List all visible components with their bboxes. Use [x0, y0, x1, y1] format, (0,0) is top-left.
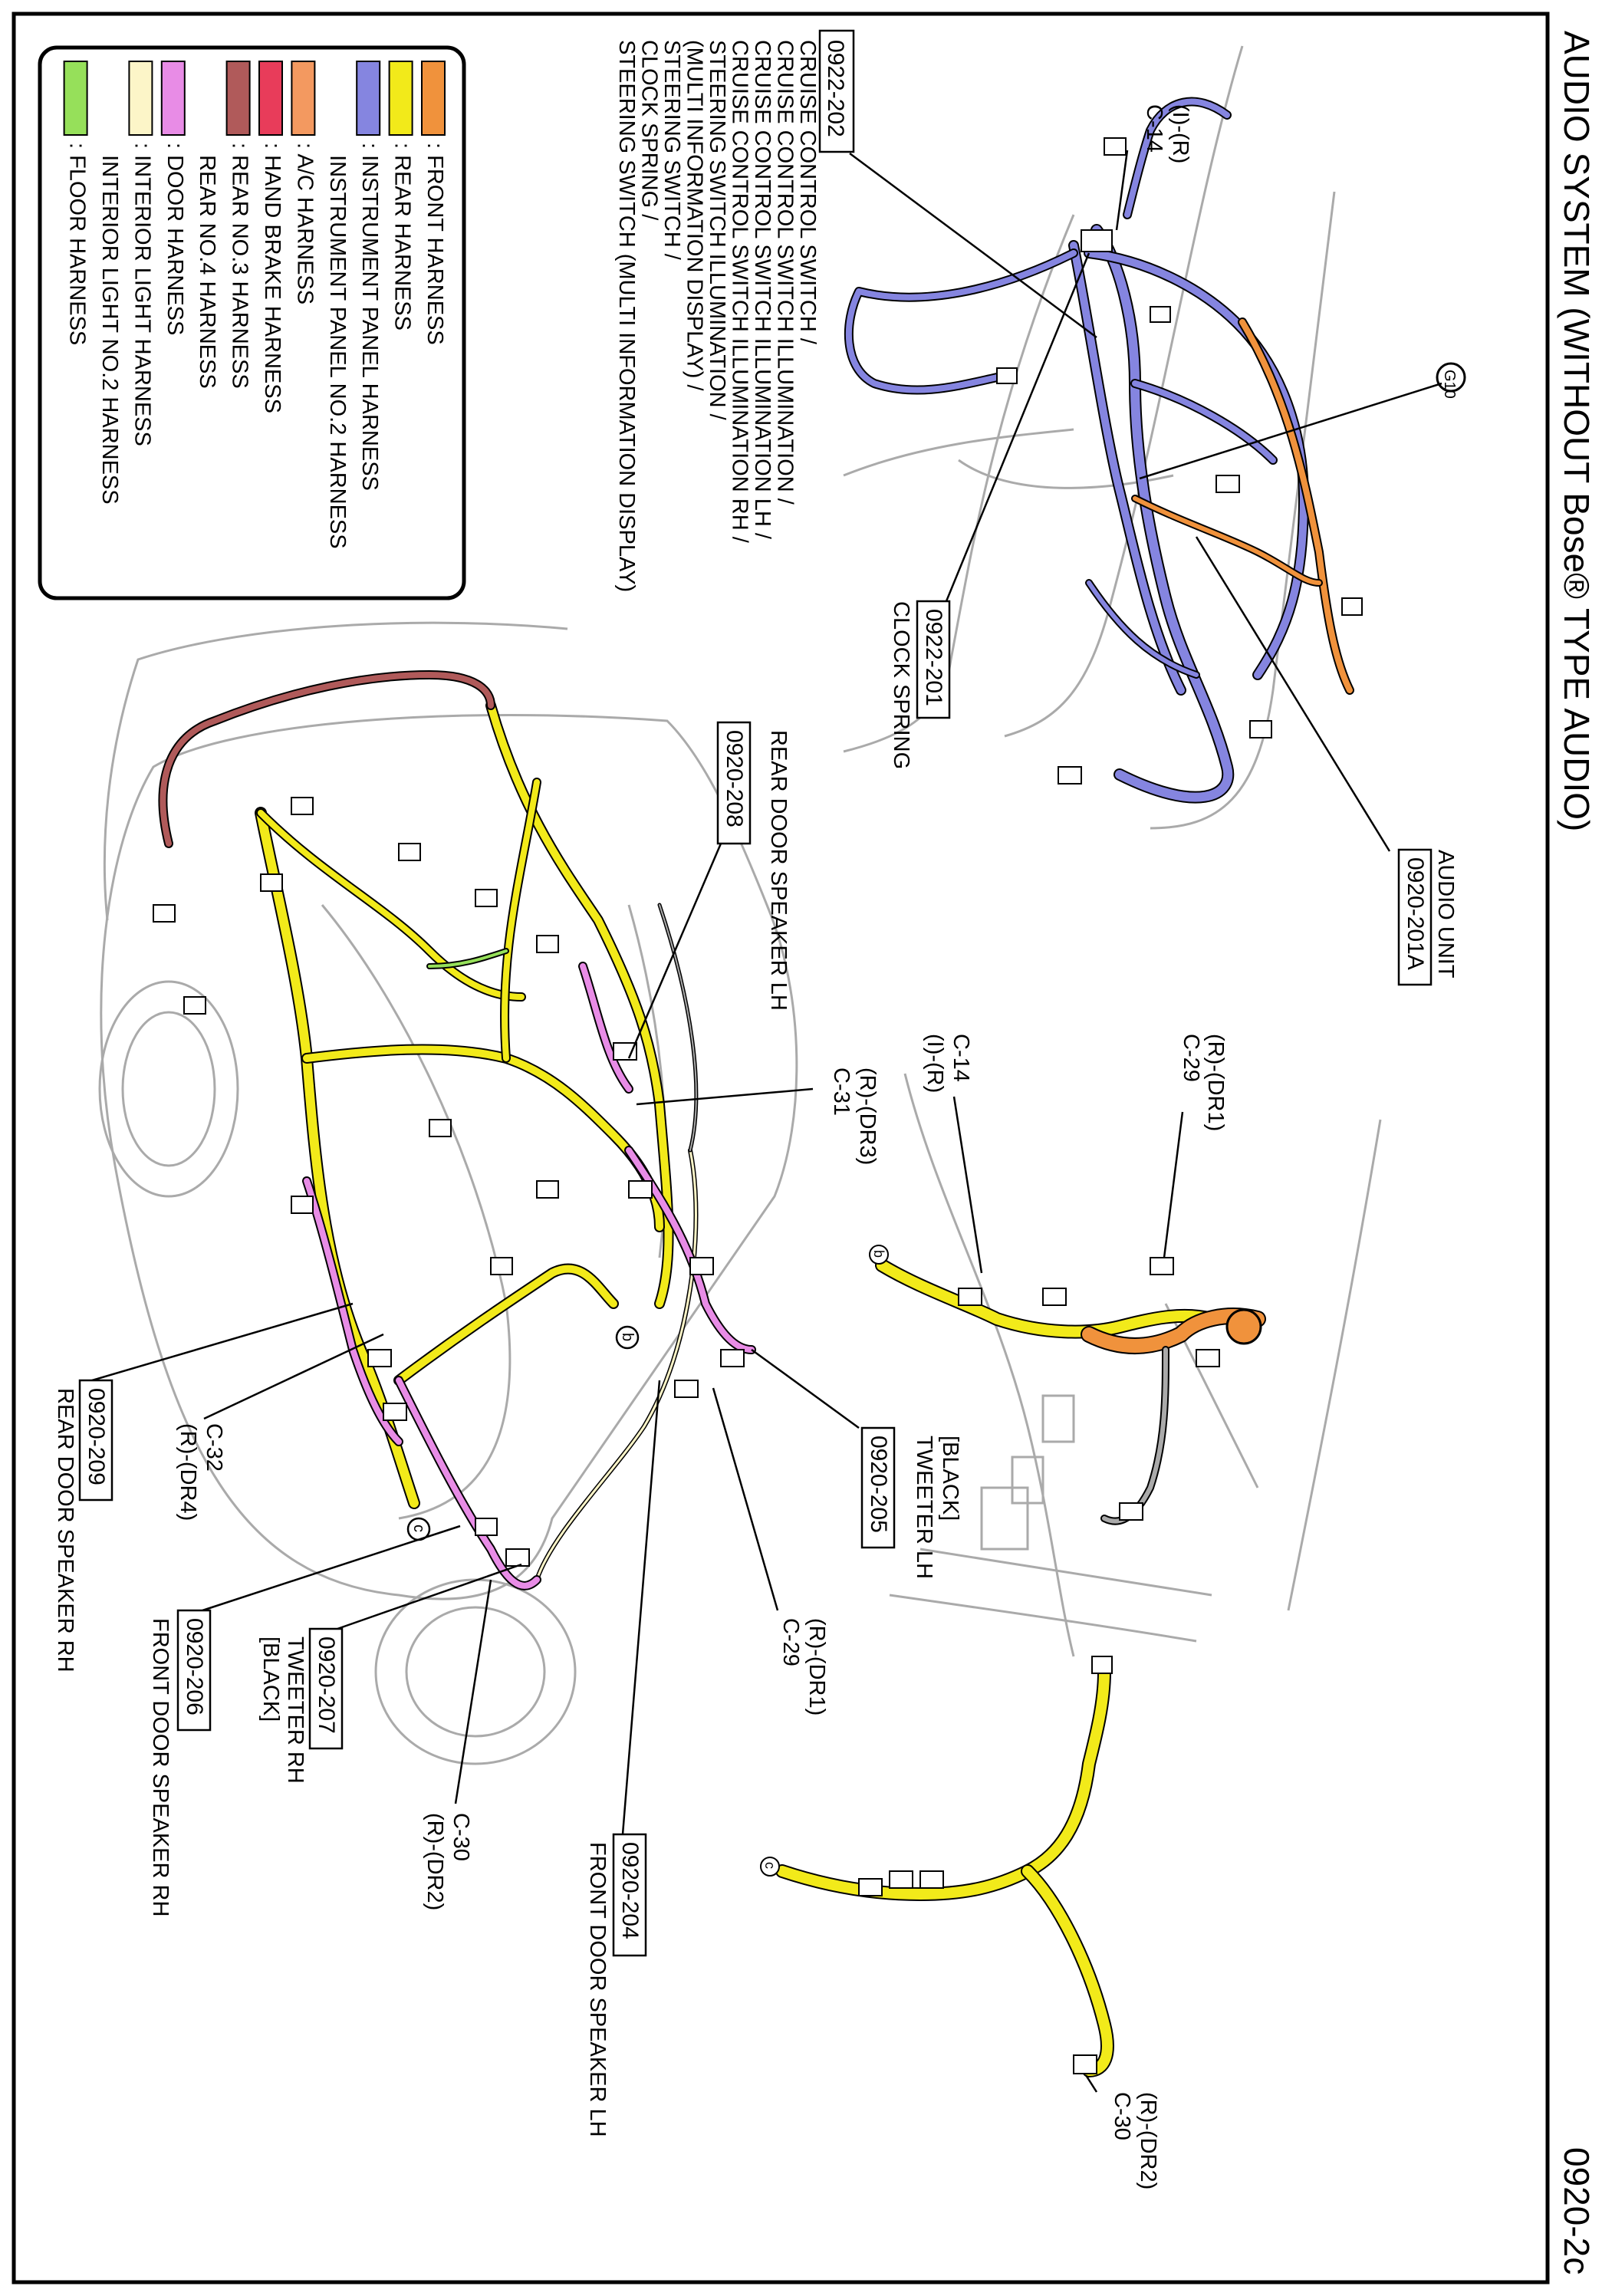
component-line: CRUISE CONTROL SWITCH ILLUMINATION /: [772, 40, 798, 505]
legend-label: : FLOOR HARNESS: [64, 143, 90, 346]
component-line: (MULTI INFORMATION DISPLAY) /: [682, 40, 707, 391]
label-c30-right: [1086, 2075, 1160, 2189]
label-c29-top: [1164, 1034, 1228, 1258]
legend-swatch: [162, 61, 185, 135]
svg-text:C-32: C-32: [202, 1423, 226, 1472]
legend-swatch: [390, 61, 413, 135]
legend-label: : DOOR HARNESS: [162, 143, 187, 336]
legend-label: : HAND BRAKE HARNESS: [260, 143, 285, 413]
svg-text:0920-208: 0920-208: [722, 730, 747, 827]
door-harness: [307, 966, 752, 1586]
rear-harness: [261, 706, 669, 1503]
code-0922-202: 0922-202: [823, 40, 848, 137]
svg-text:0920-209: 0920-209: [84, 1388, 109, 1485]
page-number: 0920-2c: [1557, 2147, 1597, 2275]
legend-swatch: [227, 61, 250, 135]
component-line: CLOCK SPRING /: [637, 40, 662, 221]
connector-clock-spring: [1081, 230, 1112, 252]
svg-text:c: c: [762, 1862, 778, 1869]
legend-label: : REAR NO.3 HARNESS: [227, 143, 252, 389]
svg-text:FRONT DOOR SPEAKER RH: FRONT DOOR SPEAKER RH: [148, 1618, 173, 1917]
svg-text:(I)-(R): (I)-(R): [923, 1034, 947, 1094]
svg-text:AUDIO UNIT: AUDIO UNIT: [1433, 850, 1458, 979]
callout-0920-207: [258, 1564, 521, 1784]
connector-ip-left: [997, 368, 1017, 383]
component-line: STEERING SWITCH ILLUMINATION /: [705, 40, 729, 420]
connector-c14-top: [1104, 138, 1126, 155]
legend-swatch: [357, 61, 380, 135]
legend-swatch: [291, 61, 314, 135]
callout-0920-204: [585, 1380, 660, 2137]
connector-ip-lower: [1250, 721, 1271, 738]
harness-legend: [40, 48, 464, 598]
svg-text:FRONT DOOR SPEAKER LH: FRONT DOOR SPEAKER LH: [585, 1842, 610, 2137]
svg-text:[BLACK]: [BLACK]: [258, 1636, 283, 1722]
label-c30-low: [423, 1580, 491, 1910]
rear-no3-harness: [163, 675, 492, 844]
svg-text:b: b: [619, 1333, 636, 1342]
svg-text:0922-201: 0922-201: [921, 609, 946, 706]
page-title: AUDIO SYSTEM (WITHOUT Bose® TYPE AUDIO): [1557, 31, 1597, 832]
legend-label: : INSTRUMENT PANEL HARNESS: [357, 143, 383, 491]
component-line: CRUISE CONTROL SWITCH ILLUMINATION RH /: [727, 40, 752, 543]
component-list-0922-202: [614, 40, 820, 592]
legend-swatch: [64, 61, 87, 135]
vehicle-body-outline: [100, 623, 797, 1764]
legend-label: INTERIOR LIGHT NO.2 HARNESS: [97, 143, 122, 505]
component-line: CRUISE CONTROL SWITCH ILLUMINATION LH /: [750, 40, 775, 539]
svg-text:(R)-(DR3): (R)-(DR3): [855, 1067, 880, 1166]
svg-text:0920-206: 0920-206: [182, 1618, 207, 1715]
legend-swatch: [259, 61, 282, 135]
svg-text:C-14: C-14: [1142, 104, 1166, 153]
svg-text:c: c: [410, 1525, 427, 1532]
svg-text:(R)-(DR2): (R)-(DR2): [423, 1813, 447, 1911]
svg-text:[BLACK]: [BLACK]: [938, 1436, 962, 1521]
join-mark-b-detail: [870, 1245, 888, 1264]
svg-text:C-29: C-29: [778, 1618, 803, 1666]
leader-0922-202: [850, 153, 1097, 337]
join-mark-b-body: [617, 1327, 638, 1348]
callout-0922-202: [614, 31, 854, 592]
body-connectors: [153, 798, 744, 1566]
legend-swatch: [129, 61, 152, 135]
svg-text:C-30: C-30: [449, 1813, 473, 1861]
svg-text:REAR DOOR SPEAKER LH: REAR DOOR SPEAKER LH: [766, 730, 791, 1011]
join-mark-c-detail: [761, 1857, 779, 1876]
svg-text:C-31: C-31: [829, 1067, 854, 1116]
legend-label: REAR NO.4 HARNESS: [195, 143, 220, 389]
connector-ip-bottom: [1058, 767, 1081, 784]
label-c31: [637, 1067, 880, 1165]
connector-audio-unit: [1216, 475, 1239, 492]
connector-ip-mid: [1150, 307, 1170, 322]
legend-swatch: [422, 61, 445, 135]
svg-text:b: b: [871, 1250, 887, 1258]
svg-text:(R)-(DR2): (R)-(DR2): [1136, 2092, 1160, 2190]
svg-text:C-14: C-14: [949, 1034, 973, 1082]
callout-0922-201: [889, 253, 1089, 769]
component-line: STEERING SWITCH /: [660, 40, 684, 260]
legend-label: : REAR HARNESS: [390, 143, 415, 331]
connector-ip-right: [1342, 598, 1362, 615]
svg-text:(I)-(R): (I)-(R): [1168, 104, 1192, 164]
component-line: CRUISE CONTROL SWITCH /: [795, 40, 820, 344]
ac-harness: [1135, 322, 1350, 690]
svg-text:C-30: C-30: [1110, 2092, 1134, 2140]
svg-text:0920-207: 0920-207: [314, 1636, 339, 1734]
svg-text:G10: G10: [1441, 370, 1458, 399]
svg-text:CLOCK SPRING: CLOCK SPRING: [889, 601, 913, 770]
svg-text:C-29: C-29: [1179, 1034, 1203, 1082]
svg-text:TWEETER LH: TWEETER LH: [912, 1436, 936, 1579]
rear-door-harness-detail: [782, 1656, 1112, 2074]
legend-label: : A/C HARNESS: [292, 143, 317, 305]
svg-text:0920-205: 0920-205: [866, 1436, 891, 1533]
svg-text:(R)-(DR1): (R)-(DR1): [1203, 1034, 1228, 1132]
svg-text:REAR DOOR SPEAKER RH: REAR DOOR SPEAKER RH: [53, 1388, 77, 1673]
legend-label: : INTERIOR LIGHT HARNESS: [130, 143, 155, 446]
callout-0920-205: [752, 1350, 962, 1579]
svg-text:0920-204: 0920-204: [617, 1842, 643, 1939]
svg-text:TWEETER RH: TWEETER RH: [283, 1636, 308, 1784]
component-line: STEERING SWITCH (MULTI INFORMATION DISPLAY): [614, 40, 639, 593]
svg-text:0920-201A: 0920-201A: [1403, 857, 1428, 970]
svg-text:(R)-(DR4): (R)-(DR4): [176, 1423, 200, 1521]
legend-label: : FRONT HARNESS: [423, 143, 447, 345]
label-c29-low: [713, 1388, 829, 1715]
label-c14-mid: [923, 1034, 982, 1273]
svg-text:(R)-(DR1): (R)-(DR1): [804, 1618, 829, 1716]
legend-label: INSTRUMENT PANEL NO.2 HARNESS: [324, 143, 350, 549]
